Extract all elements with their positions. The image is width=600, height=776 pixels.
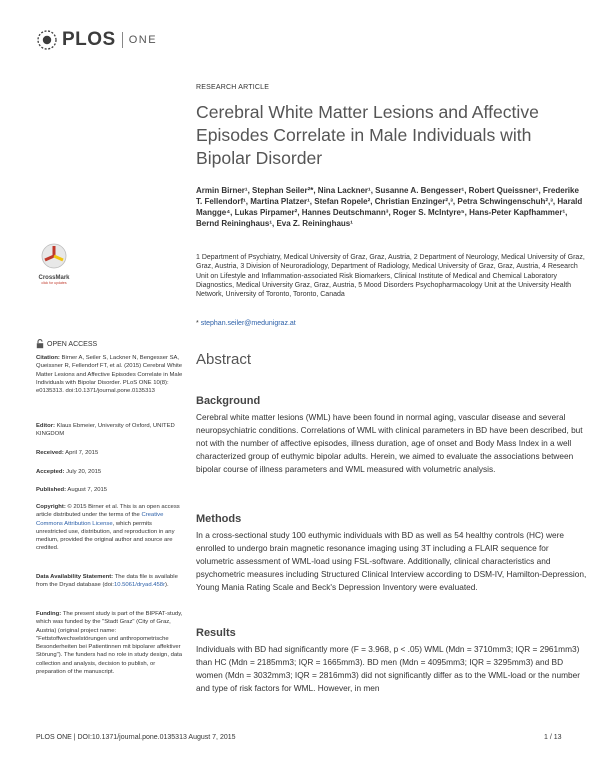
citation-block	[36, 354, 184, 395]
published-block	[36, 486, 184, 494]
plos-logo-icon	[36, 29, 58, 51]
copyright-label: Copyright:	[36, 504, 66, 510]
plos-one-logo[interactable]	[36, 28, 157, 52]
crossmark-label: CrossMark	[38, 275, 70, 281]
funding-label: Funding:	[36, 611, 62, 617]
accepted-label: Accepted:	[36, 469, 65, 475]
editor-text: Klaus Ebmeier, University of Oxford, UNITED KINGDOM	[36, 423, 175, 438]
published-date: August 7, 2015	[67, 487, 108, 493]
copyright-text-post: , which permits unrestricted use, distribution, and reproduction in any medium, provided the original author and source are credited.	[36, 520, 175, 552]
results-text: Individuals with BD had significantly more (F = 3.968, p < .05) WML (Mdn = 3710mm3; IQR = 2961mm3) than HC (Mdn = 2185mm3; IQR = 1665mm3). BD men (Mdn = 4095mm3; IQR = 3295mm3) and BD women (Mdn = 3032mm3; IQR = 2816mm3) did not significantly differ as to the WML-load or the number and type of risk factors for WML. However, in men	[196, 644, 580, 693]
affiliations: 1 Department of Psychiatry, Medical University of Graz, Graz, Austria, 2 Department of Neurology, Medical University of Graz, Graz, Austria, 3 Division of Neuroradiology, Department of Radiology, Medical University of Graz, Graz, Austria, 4 Research Unit on Lifestyle and Inflammation-associated Risk Biomarkers, Clinical Institute of Medical and Chemical Laboratory Diagnostics, Medical University Graz, Graz, Austria, 5 Mood Disorders Psychopharmacology Unit at the University Health Network, University of Toronto, Toronto, Canada	[196, 254, 585, 299]
crossmark-sub: click for updates	[41, 281, 67, 285]
correspondence-marker: *	[196, 320, 199, 327]
data-availability-pre: The data file is available from the Dryad database (doi:	[36, 574, 178, 589]
open-access-badge	[36, 339, 97, 349]
citation-label: Citation:	[36, 355, 60, 361]
open-access-label: OPEN ACCESS	[47, 340, 98, 348]
copyright-block	[36, 503, 184, 553]
background-text: Cerebral white matter lesions (WML) have been found in normal aging, vascular disease and several neuropsychiatric conditions. Correlations of WML with clinical parameters in BD have been described, but not with the number of affective episodes, illness duration, age of onset and Body Mass Index in a well characterized group of euthymic bipolar adults. Herein, we aimed to evaluate the associations between bipolar course of illness parameters and WML measured with volumetric analysis.	[196, 412, 583, 474]
accepted-date: July 20, 2015	[66, 469, 102, 475]
open-lock-icon	[36, 339, 44, 349]
editor-block	[36, 422, 184, 439]
methods-heading: Methods	[196, 513, 242, 525]
received-date: April 7, 2015	[65, 450, 99, 456]
results-heading: Results	[196, 627, 236, 639]
logo-plos-text: PLOS	[62, 29, 116, 50]
received-block	[36, 449, 184, 457]
data-availability-block	[36, 573, 184, 590]
citation-text: Birner A, Seiler S, Lackner N, Bengesser SA, Queissner R, Fellendorf FT, et al. (2015) Cerebral White Matter Lesions and Affective Episodes Correlate in Male Individuals with Bipolar Disorder. PLoS ONE 10(8): e0135313. doi:10.1371/journal.pone.0135313	[36, 355, 183, 395]
author-list: Armin Birner¹, Stephan Seiler²*, Nina Lackner¹, Susanne A. Bengesser¹, Robert Queissner¹, Frederike T. Fellendorf¹, Martina Platzer¹, Stefan Ropele², Christian Enzinger²,³, Petra Schwingenschuh²,³, Harald Mangge⁴, Lukas Pirpamer², Hannes Deutschmann³, Roger S. McIntyre⁵, Hans-Peter Kapfhammer¹, Bernd Reininghaus¹, Eva Z. Reininghaus¹	[196, 186, 583, 229]
funding-text: The present study is part of the BIPFAT-study, which was funded by the "Stadt Graz" (City of Graz, Austria) (original project name: "Fettstoffwechselstörungen und anthropometrische Besonderheiten bei Patientinnen mit bipolarer affektiver Störung"). The funders had no role in study design, data collection and analysis, decision to publish, or preparation of the manuscript.	[36, 611, 183, 676]
logo-divider	[122, 32, 123, 48]
data-availability-post: ).	[165, 582, 169, 589]
correspondence	[196, 320, 296, 327]
funding-block	[36, 610, 184, 676]
accepted-block	[36, 468, 184, 476]
abstract-heading: Abstract	[196, 351, 252, 368]
methods-text: In a cross-sectional study 100 euthymic individuals with BD as well as 54 healthy controls (HC) were enrolled to undergo brain magnetic resonance imaging using 3T including a FLAIR sequence for volumetric assessment of WML-load using FSL-software. Additionally, clinical characteristics and psychometric measures including Structured Clinical Interview according to DSM-IV, Hamilton-Depression, Young Mania Rating Scale and Beck's Depression Inventory were evaluated.	[196, 530, 587, 592]
article-type: RESEARCH ARTICLE	[196, 84, 270, 91]
license-link[interactable]: Creative Commons Attribution License	[36, 512, 164, 527]
correspondence-email-link[interactable]: stephan.seiler@medunigraz.at	[200, 320, 296, 327]
footer-citation: PLOS ONE | DOI:10.1371/journal.pone.0135313 August 7, 2015	[36, 734, 236, 741]
crossmark-icon	[41, 243, 67, 269]
article-title: Cerebral White Matter Lesions and Affective Episodes Correlate in Male Individuals with Bipolar Disorder	[196, 102, 539, 168]
page-number: 1 / 13	[544, 734, 562, 741]
received-label: Received:	[36, 450, 64, 456]
copyright-text-pre: © 2015 Birner et al. This is an open access article distributed under the terms of the	[36, 504, 180, 519]
editor-label: Editor:	[36, 423, 55, 429]
background-heading: Background	[196, 395, 261, 407]
logo-journal-text: ONE	[128, 34, 158, 46]
data-availability-label: Data Availability Statement:	[36, 574, 114, 580]
crossmark-badge[interactable]	[36, 243, 72, 285]
dryad-doi-link[interactable]: 10.5061/dryad.458r	[113, 582, 166, 589]
published-label: Published:	[36, 487, 67, 493]
